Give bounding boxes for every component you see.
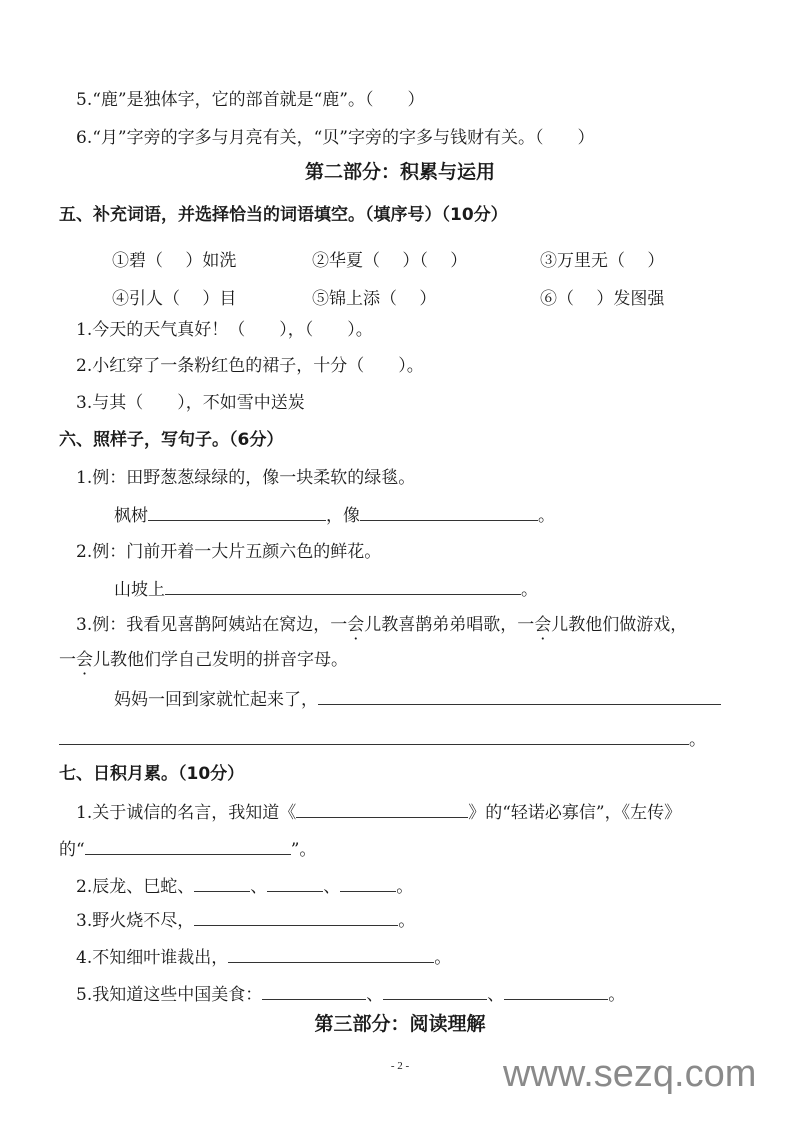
emphasis-text: 一会儿	[59, 650, 110, 670]
part-two-title: 第二部分：积累与运用	[304, 161, 495, 183]
answer-blank[interactable]	[228, 944, 434, 963]
true-false-item-6: 6.“月”字旁的字多与月亮有关，“贝”字旁的字多与钱财有关。（ ）	[76, 128, 595, 148]
accumulation-question-2: 2.辰龙、巳蛇、 、 、 。	[76, 873, 413, 899]
accumulation-question-1-cont: 的“ ”。	[59, 836, 316, 862]
word-option-4: ④引人（ ）目	[112, 289, 237, 309]
fill-question-1: 1.今天的天气真好！（ ），（ ）。	[76, 320, 373, 340]
answer-blank[interactable]	[383, 981, 487, 1000]
answer-blank[interactable]	[165, 576, 521, 595]
sentence-example-3: 3.例：我看见喜鹊阿姨站在窝边，一会儿教喜鹊弟弟唱歌，一会儿教他们做游戏，	[76, 615, 688, 635]
answer-blank[interactable]	[296, 799, 468, 818]
emphasis-text: 一会儿	[517, 615, 569, 635]
emphasis-text: 一会儿	[330, 615, 382, 635]
page-number: - 2 -	[390, 1060, 410, 1072]
answer-blank[interactable]	[318, 686, 721, 705]
word-option-6: ⑥（ ）发图强	[540, 289, 665, 309]
answer-blank[interactable]	[59, 726, 689, 745]
accumulation-question-3: 3.野火烧不尽， 。	[76, 907, 415, 933]
answer-blank[interactable]	[262, 981, 366, 1000]
word-option-1: ①碧（ ）如洗	[112, 251, 237, 271]
answer-blank[interactable]	[194, 907, 398, 926]
section-six-heading: 六、照样子，写句子。（6分）	[59, 430, 284, 450]
sentence-example-2: 2.例：门前开着一大片五颜六色的鲜花。	[76, 542, 382, 562]
answer-blank[interactable]	[85, 836, 291, 855]
fill-question-3: 3.与其（ ），不如雪中送炭	[76, 393, 305, 413]
answer-blank[interactable]	[504, 981, 608, 1000]
fill-question-2: 2.小红穿了一条粉红色的裙子，十分（ ）。	[76, 356, 424, 376]
word-option-5: ⑤锦上添（ ）	[312, 289, 437, 309]
accumulation-question-1: 1.关于诚信的名言，我知道《 》的“轻诺必寡信”，《左传》	[76, 799, 681, 825]
answer-blank[interactable]	[360, 502, 538, 521]
watermark: www.sezq.com	[503, 1053, 757, 1095]
accumulation-question-4: 4.不知细叶谁裁出， 。	[76, 944, 451, 970]
part-three-title: 第三部分：阅读理解	[314, 1013, 486, 1035]
sentence-example-3-cont: 一会儿教他们学自己发明的拼音字母。	[59, 650, 348, 670]
sentence-example-1: 1.例：田野葱葱绿绿的，像一块柔软的绿毯。	[76, 468, 416, 488]
sentence-answer-3: 妈妈一回到家就忙起来了，	[114, 686, 721, 712]
sentence-answer-2: 山坡上 。	[114, 576, 538, 602]
section-seven-heading: 七、日积月累。（10分）	[59, 764, 245, 784]
answer-blank[interactable]	[267, 873, 323, 892]
true-false-item-5: 5.“鹿”是独体字，它的部首就是“鹿”。（ ）	[76, 90, 425, 110]
sentence-answer-1: 枫树 ，像 。	[114, 502, 555, 528]
answer-blank[interactable]	[340, 873, 396, 892]
sentence-answer-3-cont: 。	[59, 726, 706, 752]
accumulation-question-5: 5.我知道这些中国美食： 、 、 。	[76, 981, 625, 1007]
word-option-2: ②华夏（ ）（ ）	[312, 251, 468, 271]
answer-blank[interactable]	[148, 502, 326, 521]
section-five-heading: 五、补充词语，并选择恰当的词语填空。（填序号）（10分）	[59, 205, 508, 225]
word-option-3: ③万里无（ ）	[540, 251, 665, 271]
answer-blank[interactable]	[194, 873, 250, 892]
